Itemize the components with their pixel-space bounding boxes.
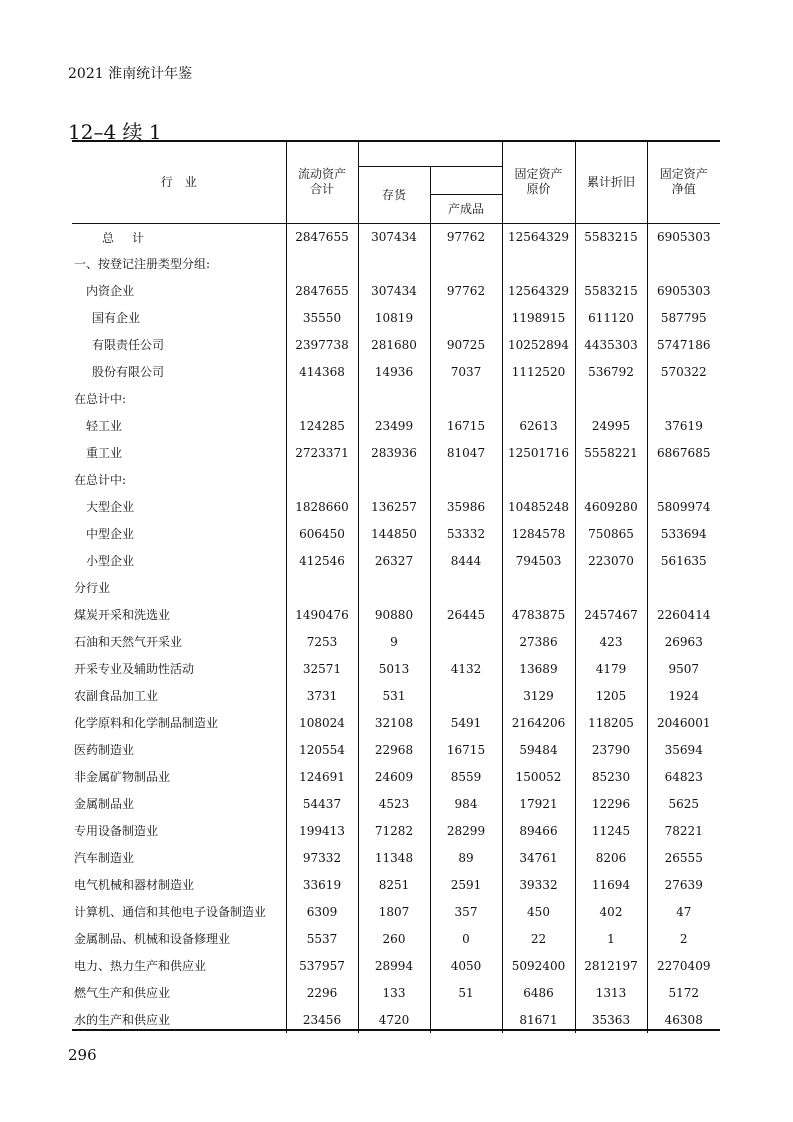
cell-accumulated-depreciation: 5583215 (575, 277, 647, 304)
cell-inventory (358, 385, 430, 412)
table-body (72, 224, 720, 1034)
row-label: 有限责任公司 (92, 338, 165, 352)
cell-accumulated-depreciation (575, 574, 647, 601)
cell-fixed-assets-original (502, 250, 575, 277)
cell-current-assets: 5537 (286, 925, 358, 952)
row-label: 金属制品、机械和设备修理业 (74, 932, 231, 946)
table-row (72, 250, 720, 277)
cell-current-assets: 199413 (286, 817, 358, 844)
cell-fixed-assets-original: 12501716 (502, 439, 575, 466)
cell-finished-goods (430, 574, 502, 601)
cell-accumulated-depreciation: 536792 (575, 358, 647, 385)
cell-accumulated-depreciation: 12296 (575, 790, 647, 817)
table-row (72, 358, 720, 385)
cell-finished-goods: 97762 (430, 224, 502, 251)
cell-finished-goods (430, 682, 502, 709)
cell-finished-goods (430, 628, 502, 655)
cell-finished-goods: 97762 (430, 277, 502, 304)
cell-current-assets: 6309 (286, 898, 358, 925)
cell-fixed-assets-original: 12564329 (502, 277, 575, 304)
table-row (72, 844, 720, 871)
row-label: 化学原料和化学制品制造业 (74, 716, 219, 730)
cell-fixed-assets-net: 35694 (647, 736, 720, 763)
cell-fixed-assets-net: 9507 (647, 655, 720, 682)
cell-fixed-assets-original: 10252894 (502, 331, 575, 358)
cell-finished-goods: 7037 (430, 358, 502, 385)
cell-fixed-assets-original: 27386 (502, 628, 575, 655)
cell-current-assets: 32571 (286, 655, 358, 682)
table-row (72, 277, 720, 304)
cell-fixed-assets-original: 1112520 (502, 358, 575, 385)
cell-current-assets (286, 466, 358, 493)
header-finished-goods: 产成品 (430, 195, 502, 224)
cell-finished-goods: 35986 (430, 493, 502, 520)
cell-current-assets (286, 574, 358, 601)
table-row (72, 574, 720, 601)
row-label: 石油和天然气开采业 (74, 635, 183, 649)
cell-fixed-assets-net: 47 (647, 898, 720, 925)
table-row (72, 709, 720, 736)
row-label: 电气机械和器材制造业 (74, 878, 195, 892)
cell-fixed-assets-original: 6486 (502, 979, 575, 1006)
cell-finished-goods: 2591 (430, 871, 502, 898)
cell-fixed-assets-original: 12564329 (502, 224, 575, 251)
cell-finished-goods (430, 250, 502, 277)
cell-current-assets: 2296 (286, 979, 358, 1006)
cell-accumulated-depreciation: 423 (575, 628, 647, 655)
table-row (72, 520, 720, 547)
cell-fixed-assets-original (502, 466, 575, 493)
table-row (72, 898, 720, 925)
cell-current-assets: 54437 (286, 790, 358, 817)
cell-fixed-assets-original: 59484 (502, 736, 575, 763)
table-row (72, 601, 720, 628)
cell-accumulated-depreciation: 11245 (575, 817, 647, 844)
cell-inventory: 307434 (358, 277, 430, 304)
cell-accumulated-depreciation: 35363 (575, 1006, 647, 1033)
table-row (72, 331, 720, 358)
cell-fixed-assets-original: 22 (502, 925, 575, 952)
cell-finished-goods: 16715 (430, 736, 502, 763)
row-label: 非金属矿物制品业 (74, 770, 171, 784)
row-label: 重工业 (86, 446, 123, 460)
cell-inventory: 307434 (358, 224, 430, 251)
cell-inventory: 23499 (358, 412, 430, 439)
cell-current-assets: 1828660 (286, 493, 358, 520)
table-row (72, 655, 720, 682)
cell-inventory: 531 (358, 682, 430, 709)
cell-current-assets: 412546 (286, 547, 358, 574)
row-label: 开采专业及辅助性活动 (74, 662, 195, 676)
row-label: 计算机、通信和其他电子设备制造业 (74, 905, 267, 919)
cell-current-assets: 606450 (286, 520, 358, 547)
cell-inventory: 28994 (358, 952, 430, 979)
cell-fixed-assets-net: 1924 (647, 682, 720, 709)
row-label: 汽车制造业 (74, 851, 135, 865)
cell-fixed-assets-original: 450 (502, 898, 575, 925)
cell-current-assets: 2723371 (286, 439, 358, 466)
cell-fixed-assets-net: 6905303 (647, 224, 720, 251)
cell-inventory (358, 250, 430, 277)
cell-inventory: 4523 (358, 790, 430, 817)
cell-finished-goods: 89 (430, 844, 502, 871)
cell-current-assets: 35550 (286, 304, 358, 331)
table-row (72, 817, 720, 844)
cell-fixed-assets-original: 34761 (502, 844, 575, 871)
cell-fixed-assets-net (647, 250, 720, 277)
cell-finished-goods: 8559 (430, 763, 502, 790)
cell-fixed-assets-net: 78221 (647, 817, 720, 844)
cell-fixed-assets-original: 3129 (502, 682, 575, 709)
cell-inventory: 144850 (358, 520, 430, 547)
cell-fixed-assets-original: 1198915 (502, 304, 575, 331)
cell-current-assets: 124691 (286, 763, 358, 790)
running-head: 2021 淮南统计年鉴 (68, 66, 193, 82)
cell-finished-goods: 8444 (430, 547, 502, 574)
row-label: 大型企业 (86, 500, 135, 514)
cell-fixed-assets-net: 561635 (647, 547, 720, 574)
cell-current-assets: 120554 (286, 736, 358, 763)
cell-fixed-assets-net (647, 466, 720, 493)
cell-accumulated-depreciation: 1 (575, 925, 647, 952)
table-row (72, 466, 720, 493)
cell-inventory: 5013 (358, 655, 430, 682)
cell-finished-goods: 26445 (430, 601, 502, 628)
cell-accumulated-depreciation: 5583215 (575, 224, 647, 251)
cell-accumulated-depreciation: 11694 (575, 871, 647, 898)
cell-accumulated-depreciation: 4609280 (575, 493, 647, 520)
cell-fixed-assets-net: 2046001 (647, 709, 720, 736)
statistics-table (72, 141, 720, 1033)
table-row (72, 763, 720, 790)
row-label: 中型企业 (86, 527, 135, 541)
cell-finished-goods: 81047 (430, 439, 502, 466)
header-inventory: 存货 (358, 167, 430, 224)
cell-inventory: 24609 (358, 763, 430, 790)
cell-current-assets: 124285 (286, 412, 358, 439)
cell-inventory: 281680 (358, 331, 430, 358)
cell-finished-goods: 53332 (430, 520, 502, 547)
cell-accumulated-depreciation: 85230 (575, 763, 647, 790)
cell-current-assets: 108024 (286, 709, 358, 736)
table-row (72, 412, 720, 439)
cell-inventory: 14936 (358, 358, 430, 385)
cell-fixed-assets-original: 5092400 (502, 952, 575, 979)
cell-accumulated-depreciation: 2457467 (575, 601, 647, 628)
cell-fixed-assets-net: 5625 (647, 790, 720, 817)
cell-fixed-assets-net: 46308 (647, 1006, 720, 1033)
cell-inventory: 71282 (358, 817, 430, 844)
cell-inventory: 26327 (358, 547, 430, 574)
row-label: 煤炭开采和洗选业 (74, 608, 171, 622)
cell-inventory: 4720 (358, 1006, 430, 1033)
row-label: 总 计 (102, 230, 148, 245)
cell-inventory (358, 466, 430, 493)
table-row (72, 385, 720, 412)
cell-fixed-assets-net: 2270409 (647, 952, 720, 979)
row-label: 水的生产和供应业 (74, 1013, 171, 1027)
cell-inventory: 90880 (358, 601, 430, 628)
cell-inventory: 9 (358, 628, 430, 655)
cell-fixed-assets-net: 5809974 (647, 493, 720, 520)
cell-inventory: 22968 (358, 736, 430, 763)
header-finished-goods-blank (430, 167, 502, 195)
cell-finished-goods: 51 (430, 979, 502, 1006)
cell-finished-goods: 357 (430, 898, 502, 925)
cell-current-assets: 2847655 (286, 224, 358, 251)
cell-finished-goods (430, 466, 502, 493)
cell-fixed-assets-original: 17921 (502, 790, 575, 817)
cell-finished-goods: 0 (430, 925, 502, 952)
cell-inventory (358, 574, 430, 601)
cell-current-assets: 3731 (286, 682, 358, 709)
row-label: 股份有限公司 (92, 365, 165, 379)
row-label: 燃气生产和供应业 (74, 986, 171, 1000)
row-label: 在总计中: (74, 473, 127, 487)
header-fixed-assets-original (502, 141, 575, 224)
table-row (72, 790, 720, 817)
cell-accumulated-depreciation: 23790 (575, 736, 647, 763)
table-row (72, 952, 720, 979)
cell-fixed-assets-net: 26555 (647, 844, 720, 871)
cell-fixed-assets-net: 2260414 (647, 601, 720, 628)
table-row (72, 224, 720, 251)
cell-finished-goods: 984 (430, 790, 502, 817)
cell-accumulated-depreciation (575, 250, 647, 277)
row-label: 一、按登记注册类型分组: (74, 257, 211, 271)
table-row (72, 304, 720, 331)
row-label: 轻工业 (86, 419, 123, 433)
cell-accumulated-depreciation: 8206 (575, 844, 647, 871)
cell-fixed-assets-net: 6867685 (647, 439, 720, 466)
cell-fixed-assets-net: 5172 (647, 979, 720, 1006)
cell-fixed-assets-net: 26963 (647, 628, 720, 655)
cell-current-assets: 414368 (286, 358, 358, 385)
cell-fixed-assets-net (647, 574, 720, 601)
header-inventory-blank (358, 141, 502, 167)
row-label: 专用设备制造业 (74, 824, 159, 838)
cell-finished-goods: 90725 (430, 331, 502, 358)
table-row (72, 493, 720, 520)
cell-fixed-assets-net: 37619 (647, 412, 720, 439)
cell-finished-goods (430, 304, 502, 331)
cell-accumulated-depreciation: 750865 (575, 520, 647, 547)
row-label: 国有企业 (92, 311, 141, 325)
cell-finished-goods (430, 385, 502, 412)
cell-fixed-assets-original: 10485248 (502, 493, 575, 520)
table-row (72, 439, 720, 466)
header-current-assets (286, 141, 358, 224)
cell-fixed-assets-net: 533694 (647, 520, 720, 547)
cell-fixed-assets-net: 27639 (647, 871, 720, 898)
cell-inventory: 32108 (358, 709, 430, 736)
cell-fixed-assets-net: 587795 (647, 304, 720, 331)
cell-finished-goods: 4050 (430, 952, 502, 979)
cell-accumulated-depreciation (575, 385, 647, 412)
header-current-assets-line-2: 合计 (309, 182, 334, 196)
cell-current-assets (286, 250, 358, 277)
row-label: 金属制品业 (74, 797, 135, 811)
row-label: 电力、热力生产和供应业 (74, 959, 207, 973)
cell-fixed-assets-net: 570322 (647, 358, 720, 385)
cell-inventory: 11348 (358, 844, 430, 871)
header-fixed-assets-original-line-1: 固定资产 (514, 167, 563, 181)
cell-fixed-assets-original: 89466 (502, 817, 575, 844)
cell-accumulated-depreciation: 223070 (575, 547, 647, 574)
table-row (72, 628, 720, 655)
row-label: 内资企业 (86, 284, 135, 298)
cell-fixed-assets-original: 1284578 (502, 520, 575, 547)
header-fixed-assets-original-line-2: 原价 (526, 182, 551, 196)
cell-accumulated-depreciation: 611120 (575, 304, 647, 331)
cell-current-assets: 1490476 (286, 601, 358, 628)
table-row (72, 547, 720, 574)
row-label: 分行业 (74, 581, 111, 595)
cell-inventory: 283936 (358, 439, 430, 466)
cell-fixed-assets-original: 794503 (502, 547, 575, 574)
header-fixed-assets-net-line-2: 净值 (671, 182, 696, 196)
cell-fixed-assets-original: 4783875 (502, 601, 575, 628)
table-title: 12–4 续 1 (68, 120, 162, 144)
header-fixed-assets-net (647, 141, 720, 224)
cell-fixed-assets-net: 5747186 (647, 331, 720, 358)
cell-accumulated-depreciation: 2812197 (575, 952, 647, 979)
cell-current-assets: 7253 (286, 628, 358, 655)
cell-current-assets: 33619 (286, 871, 358, 898)
bottom-rule (72, 1029, 720, 1031)
table-row (72, 736, 720, 763)
header-current-assets-line-1: 流动资产 (297, 167, 346, 181)
cell-accumulated-depreciation: 24995 (575, 412, 647, 439)
cell-accumulated-depreciation: 4179 (575, 655, 647, 682)
cell-fixed-assets-original: 39332 (502, 871, 575, 898)
cell-fixed-assets-original: 81671 (502, 1006, 575, 1033)
table-row (72, 925, 720, 952)
cell-finished-goods: 4132 (430, 655, 502, 682)
cell-finished-goods: 28299 (430, 817, 502, 844)
cell-fixed-assets-net: 64823 (647, 763, 720, 790)
cell-inventory: 1807 (358, 898, 430, 925)
cell-fixed-assets-original: 150052 (502, 763, 575, 790)
cell-fixed-assets-net: 6905303 (647, 277, 720, 304)
cell-inventory: 136257 (358, 493, 430, 520)
cell-accumulated-depreciation: 5558221 (575, 439, 647, 466)
table-row (72, 979, 720, 1006)
cell-inventory: 10819 (358, 304, 430, 331)
cell-current-assets: 23456 (286, 1006, 358, 1033)
cell-finished-goods: 16715 (430, 412, 502, 439)
row-label: 在总计中: (74, 392, 127, 406)
row-label: 小型企业 (86, 554, 135, 568)
cell-current-assets: 2847655 (286, 277, 358, 304)
cell-accumulated-depreciation: 118205 (575, 709, 647, 736)
cell-accumulated-depreciation (575, 466, 647, 493)
cell-current-assets: 97332 (286, 844, 358, 871)
page-number: 296 (68, 1046, 97, 1064)
cell-accumulated-depreciation: 1313 (575, 979, 647, 1006)
cell-fixed-assets-net (647, 385, 720, 412)
table-row (72, 682, 720, 709)
cell-current-assets: 2397738 (286, 331, 358, 358)
header-fixed-assets-net-line-1: 固定资产 (659, 167, 708, 181)
cell-inventory: 260 (358, 925, 430, 952)
header-industry: 行 业 (72, 141, 286, 224)
cell-current-assets (286, 385, 358, 412)
cell-fixed-assets-original: 2164206 (502, 709, 575, 736)
cell-accumulated-depreciation: 1205 (575, 682, 647, 709)
cell-inventory: 8251 (358, 871, 430, 898)
cell-fixed-assets-original: 62613 (502, 412, 575, 439)
row-label: 农副食品加工业 (74, 689, 159, 703)
cell-inventory: 133 (358, 979, 430, 1006)
cell-finished-goods: 5491 (430, 709, 502, 736)
cell-current-assets: 537957 (286, 952, 358, 979)
cell-accumulated-depreciation: 402 (575, 898, 647, 925)
cell-fixed-assets-net: 2 (647, 925, 720, 952)
cell-accumulated-depreciation: 4435303 (575, 331, 647, 358)
cell-fixed-assets-original (502, 574, 575, 601)
cell-fixed-assets-original: 13689 (502, 655, 575, 682)
row-label: 医药制造业 (74, 743, 135, 757)
cell-fixed-assets-original (502, 385, 575, 412)
table-row (72, 871, 720, 898)
header-accumulated-depreciation: 累计折旧 (575, 141, 647, 224)
